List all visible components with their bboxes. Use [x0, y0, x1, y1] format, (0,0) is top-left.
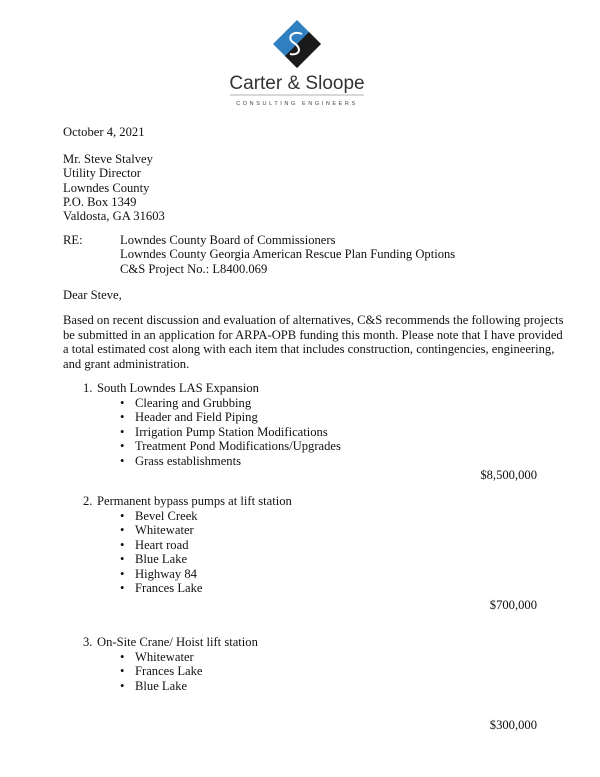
address-line: Mr. Steve Stalvey: [63, 152, 153, 166]
address-line: P.O. Box 1349: [63, 194, 137, 209]
bullet-item: • Frances Lake: [83, 664, 258, 679]
bullet-item: • Treatment Pond Modifications/Upgrades: [83, 439, 341, 454]
letter-date: October 4, 2021: [63, 125, 145, 139]
bullet-item: • Heart road: [83, 538, 292, 553]
svg-text:Carter & Sloope: Carter & Sloope: [229, 73, 365, 94]
bullet-item: • Whitewater: [83, 523, 292, 538]
bullet-item: • Header and Field Piping: [83, 410, 341, 425]
bullet-item: • Bevel Creek: [83, 509, 292, 524]
item-number: 2.: [83, 494, 93, 508]
item-number: 1.: [83, 381, 93, 395]
bullet-item: • Irrigation Pump Station Modifications: [83, 425, 341, 440]
subject-block: [63, 233, 455, 276]
re-line: Lowndes County Georgia American Rescue Plan Funding Options: [120, 247, 456, 262]
paragraph-line: and grant administration.: [63, 356, 190, 371]
recipient-address: [63, 152, 165, 223]
svg-text:CONSULTING ENGINEERS: CONSULTING ENGINEERS: [236, 101, 358, 107]
item-title: Permanent bypass pumps at lift station: [97, 494, 292, 508]
body-paragraph: [63, 313, 563, 371]
item-number: 3.: [83, 635, 93, 649]
company-logo: [222, 18, 372, 110]
item-amount: $300,000: [489, 718, 537, 732]
bullet-item: • Frances Lake: [83, 581, 292, 596]
re-line: Lowndes County Board of Commissioners: [120, 233, 336, 247]
re-line: C&S Project No.: L8400.069: [120, 261, 268, 276]
project-item-2: [83, 494, 292, 596]
item-amount: $700,000: [489, 598, 537, 612]
bullet-item: • Blue Lake: [83, 552, 292, 567]
paragraph-line: a total estimated cost along with each item that includes construction, contingencies, engineering,: [63, 342, 555, 357]
bullet-item: • Blue Lake: [83, 679, 258, 694]
bullet-item: • Whitewater: [83, 650, 258, 665]
project-item-3: [83, 635, 258, 693]
bullet-item: • Grass establishments: [83, 454, 341, 469]
project-item-1: [83, 381, 341, 468]
bullet-item: • Clearing and Grubbing: [83, 396, 341, 411]
item-amount: $8,500,000: [480, 468, 537, 482]
paragraph-line: be submitted in an application for ARPA-OPB funding this month. Please note that I have provided: [63, 327, 563, 342]
item-title: On-Site Crane/ Hoist lift station: [97, 635, 258, 649]
re-label: RE:: [63, 233, 83, 247]
address-line: Utility Director: [63, 166, 141, 181]
salutation: Dear Steve,: [63, 288, 122, 302]
address-line: Valdosta, GA 31603: [63, 209, 165, 224]
address-line: Lowndes County: [63, 180, 150, 195]
logo-diamond-icon: [222, 18, 372, 110]
paragraph-line: Based on recent discussion and evaluation of alternatives, C&S recommends the following projects: [63, 313, 564, 327]
item-title: South Lowndes LAS Expansion: [97, 381, 259, 395]
bullet-item: • Highway 84: [83, 567, 292, 582]
